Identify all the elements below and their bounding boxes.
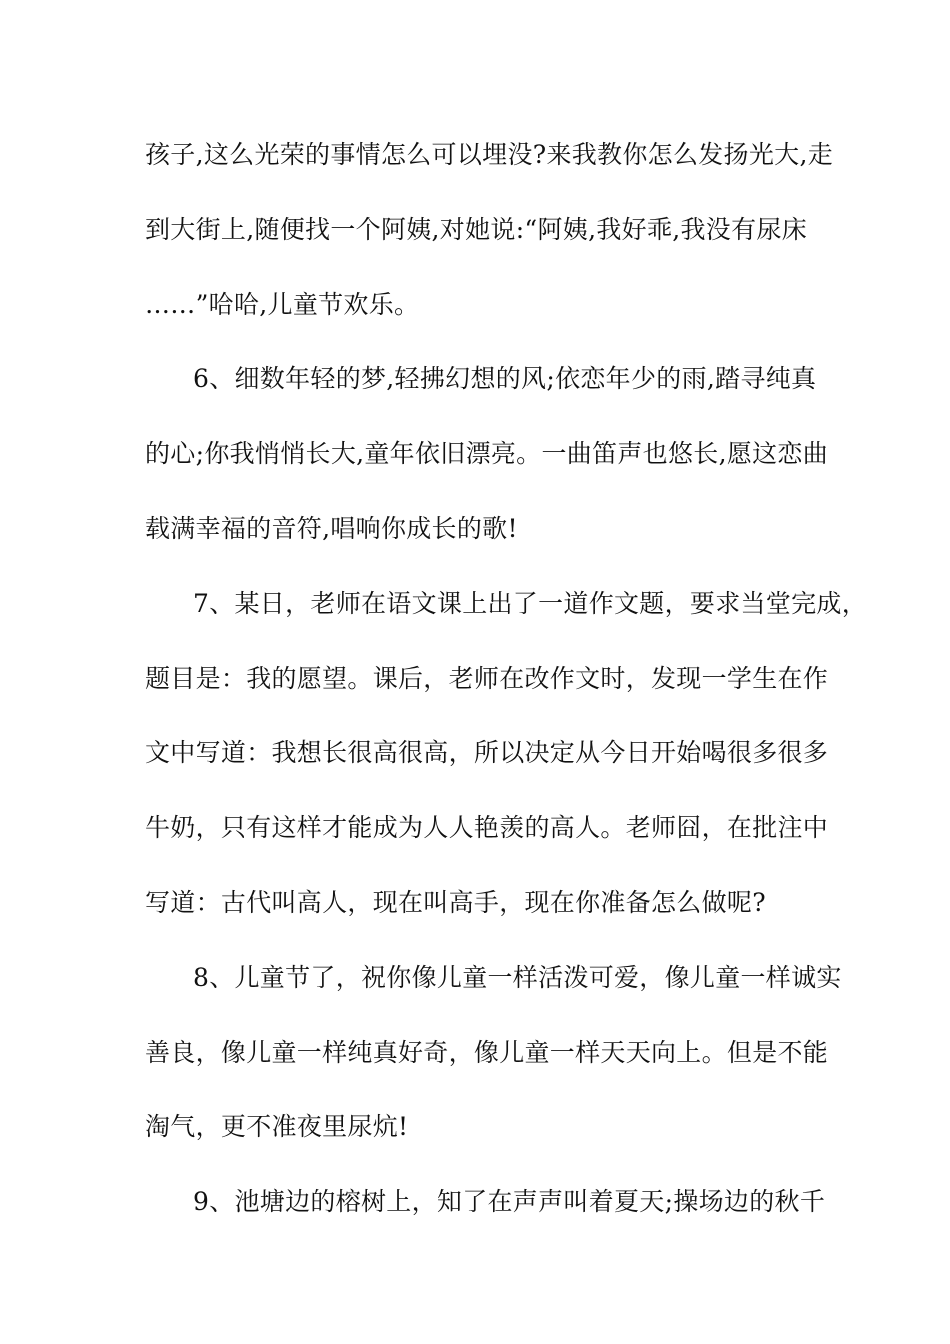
text-line: 到大街上,随便找一个阿姨,对她说:“阿姨,我好乖,我没有尿床 [145,214,807,244]
document-body [145,118,868,1240]
paragraph-7-start: 7、某日，老师在语文课上出了一道作文题，要求当堂完成， [193,588,868,618]
text-line: 善良，像儿童一样纯真好奇，像儿童一样天天向上。但是不能 [145,1037,829,1067]
text-line: 淘气，更不准夜里尿炕! [145,1112,409,1142]
text-line: 载满幸福的音符,唱响你成长的歌! [145,513,518,543]
paragraph-9-start: 9、池塘边的榕树上，知了在声声叫着夏天;操场边的秋千 [193,1187,826,1217]
text-line: 题目是：我的愿望。课后，老师在改作文时，发现一学生在作 [145,663,829,693]
text-line: 的心;你我悄悄长大,童年依旧漂亮。一曲笛声也悠长,愿这恋曲 [145,439,829,469]
paragraph-8-start: 8、儿童节了，祝你像儿童一样活泼可爱，像儿童一样诚实 [193,962,842,992]
paragraph-6-start: 6、细数年轻的梦,轻拂幻想的风;依恋年少的雨,踏寻纯真 [193,364,817,394]
text-line: 牛奶，只有这样才能成为人人艳羡的高人。老师囧，在批注中 [145,813,829,843]
text-line: ……”哈哈,儿童节欢乐。 [145,289,420,319]
text-line: 孩子,这么光荣的事情怎么可以埋没?来我教你怎么发扬光大,走 [145,140,833,169]
text-line: 写道：古代叫高人，现在叫高手，现在你准备怎么做呢? [145,887,766,917]
text-line: 文中写道：我想长很高很高，所以决定从今日开始喝很多很多 [145,738,829,768]
